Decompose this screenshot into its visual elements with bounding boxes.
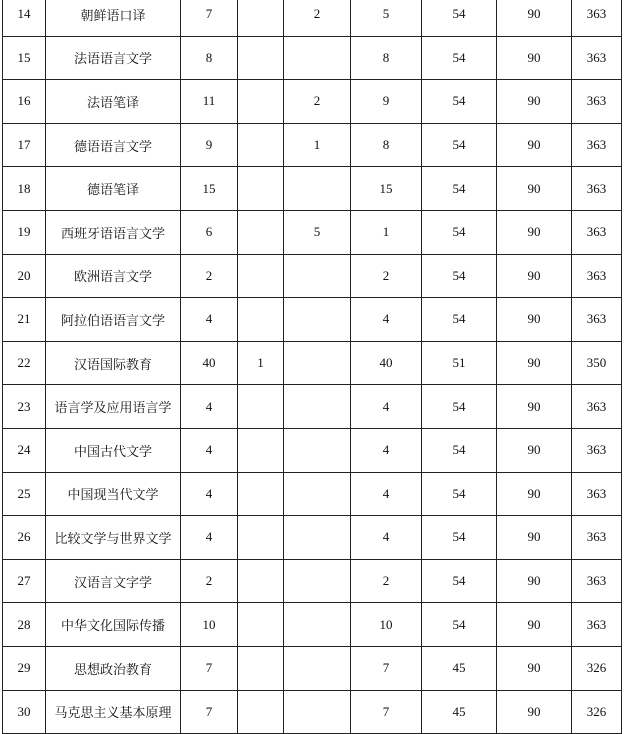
score-line-2: 90 bbox=[497, 690, 572, 734]
score-line-1: 45 bbox=[422, 690, 497, 734]
row-number: 26 bbox=[3, 516, 46, 560]
planned-enrollment: 8 bbox=[181, 36, 238, 80]
major-name: 思想政治教育 bbox=[46, 646, 181, 690]
planned-enrollment: 4 bbox=[181, 516, 238, 560]
planned-enrollment: 7 bbox=[181, 690, 238, 734]
score-line-1: 54 bbox=[422, 603, 497, 647]
score-line-2: 90 bbox=[497, 559, 572, 603]
table-row bbox=[3, 298, 622, 342]
column-6-value: 8 bbox=[351, 123, 422, 167]
planned-enrollment: 7 bbox=[181, 646, 238, 690]
column-4-value bbox=[238, 690, 284, 734]
row-number: 25 bbox=[3, 472, 46, 516]
table-body bbox=[3, 0, 622, 734]
column-6-value: 9 bbox=[351, 80, 422, 124]
score-line-2: 90 bbox=[497, 167, 572, 211]
column-6-value: 15 bbox=[351, 167, 422, 211]
total-score: 363 bbox=[572, 472, 622, 516]
score-line-2: 90 bbox=[497, 341, 572, 385]
planned-enrollment: 10 bbox=[181, 603, 238, 647]
column-5-value bbox=[284, 385, 351, 429]
major-name: 比较文学与世界文学 bbox=[46, 516, 181, 560]
column-6-value: 4 bbox=[351, 385, 422, 429]
major-name: 德语语言文学 bbox=[46, 123, 181, 167]
column-4-value bbox=[238, 210, 284, 254]
column-5-value bbox=[284, 646, 351, 690]
column-5-value bbox=[284, 472, 351, 516]
score-line-2: 90 bbox=[497, 80, 572, 124]
row-number: 19 bbox=[3, 210, 46, 254]
score-line-1: 54 bbox=[422, 428, 497, 472]
major-name: 阿拉伯语语言文学 bbox=[46, 298, 181, 342]
row-number: 20 bbox=[3, 254, 46, 298]
score-line-1: 54 bbox=[422, 559, 497, 603]
row-number: 16 bbox=[3, 80, 46, 124]
column-4-value bbox=[238, 80, 284, 124]
major-name: 欧洲语言文学 bbox=[46, 254, 181, 298]
score-line-2: 90 bbox=[497, 516, 572, 560]
column-5-value bbox=[284, 298, 351, 342]
column-4-value bbox=[238, 36, 284, 80]
total-score: 363 bbox=[572, 80, 622, 124]
column-6-value: 4 bbox=[351, 516, 422, 560]
column-4-value bbox=[238, 516, 284, 560]
score-line-1: 45 bbox=[422, 646, 497, 690]
column-4-value bbox=[238, 254, 284, 298]
column-5-value: 1 bbox=[284, 123, 351, 167]
major-name: 中国现当代文学 bbox=[46, 472, 181, 516]
column-4-value bbox=[238, 646, 284, 690]
total-score: 363 bbox=[572, 210, 622, 254]
planned-enrollment: 6 bbox=[181, 210, 238, 254]
column-5-value bbox=[284, 341, 351, 385]
planned-enrollment: 4 bbox=[181, 428, 238, 472]
column-4-value bbox=[238, 472, 284, 516]
major-name: 法语语言文学 bbox=[46, 36, 181, 80]
row-number: 23 bbox=[3, 385, 46, 429]
planned-enrollment: 15 bbox=[181, 167, 238, 211]
major-name: 德语笔译 bbox=[46, 167, 181, 211]
planned-enrollment: 4 bbox=[181, 385, 238, 429]
column-6-value: 40 bbox=[351, 341, 422, 385]
table-row bbox=[3, 516, 622, 560]
column-5-value bbox=[284, 254, 351, 298]
column-5-value bbox=[284, 690, 351, 734]
major-name: 中华文化国际传播 bbox=[46, 603, 181, 647]
score-line-1: 54 bbox=[422, 36, 497, 80]
score-line-1: 54 bbox=[422, 385, 497, 429]
column-6-value: 4 bbox=[351, 298, 422, 342]
table-row bbox=[3, 646, 622, 690]
column-6-value: 7 bbox=[351, 646, 422, 690]
total-score: 326 bbox=[572, 690, 622, 734]
score-line-1: 54 bbox=[422, 80, 497, 124]
table-row bbox=[3, 36, 622, 80]
planned-enrollment: 4 bbox=[181, 472, 238, 516]
column-5-value bbox=[284, 559, 351, 603]
column-4-value bbox=[238, 0, 284, 36]
column-6-value: 2 bbox=[351, 559, 422, 603]
table-row bbox=[3, 385, 622, 429]
row-number: 30 bbox=[3, 690, 46, 734]
planned-enrollment: 11 bbox=[181, 80, 238, 124]
row-number: 27 bbox=[3, 559, 46, 603]
column-4-value bbox=[238, 167, 284, 211]
total-score: 363 bbox=[572, 36, 622, 80]
score-line-1: 54 bbox=[422, 123, 497, 167]
total-score: 363 bbox=[572, 298, 622, 342]
score-line-1: 54 bbox=[422, 298, 497, 342]
table-row bbox=[3, 559, 622, 603]
total-score: 363 bbox=[572, 559, 622, 603]
major-name: 汉语言文字学 bbox=[46, 559, 181, 603]
score-line-2: 90 bbox=[497, 298, 572, 342]
row-number: 22 bbox=[3, 341, 46, 385]
column-4-value bbox=[238, 298, 284, 342]
admission-score-table bbox=[2, 0, 622, 734]
row-number: 17 bbox=[3, 123, 46, 167]
row-number: 14 bbox=[3, 0, 46, 36]
major-name: 中国古代文学 bbox=[46, 428, 181, 472]
row-number: 21 bbox=[3, 298, 46, 342]
score-line-1: 54 bbox=[422, 472, 497, 516]
total-score: 363 bbox=[572, 428, 622, 472]
column-6-value: 8 bbox=[351, 36, 422, 80]
column-4-value bbox=[238, 428, 284, 472]
score-line-1: 54 bbox=[422, 210, 497, 254]
total-score: 363 bbox=[572, 167, 622, 211]
total-score: 363 bbox=[572, 516, 622, 560]
table-row bbox=[3, 254, 622, 298]
row-number: 24 bbox=[3, 428, 46, 472]
table-row bbox=[3, 690, 622, 734]
major-name: 汉语国际教育 bbox=[46, 341, 181, 385]
score-line-2: 90 bbox=[497, 603, 572, 647]
major-name: 语言学及应用语言学 bbox=[46, 385, 181, 429]
score-line-2: 90 bbox=[497, 254, 572, 298]
score-line-2: 90 bbox=[497, 0, 572, 36]
column-5-value bbox=[284, 516, 351, 560]
table-row bbox=[3, 341, 622, 385]
column-5-value: 5 bbox=[284, 210, 351, 254]
major-name: 马克思主义基本原理 bbox=[46, 690, 181, 734]
total-score: 363 bbox=[572, 385, 622, 429]
score-line-2: 90 bbox=[497, 210, 572, 254]
row-number: 28 bbox=[3, 603, 46, 647]
row-number: 18 bbox=[3, 167, 46, 211]
column-6-value: 7 bbox=[351, 690, 422, 734]
column-5-value bbox=[284, 167, 351, 211]
score-line-1: 51 bbox=[422, 341, 497, 385]
total-score: 363 bbox=[572, 254, 622, 298]
planned-enrollment: 2 bbox=[181, 254, 238, 298]
score-line-2: 90 bbox=[497, 428, 572, 472]
column-6-value: 4 bbox=[351, 472, 422, 516]
table-row bbox=[3, 0, 622, 36]
table-row bbox=[3, 472, 622, 516]
table-row bbox=[3, 210, 622, 254]
major-name: 西班牙语语言文学 bbox=[46, 210, 181, 254]
score-line-2: 90 bbox=[497, 646, 572, 690]
total-score: 363 bbox=[572, 123, 622, 167]
column-4-value bbox=[238, 123, 284, 167]
column-6-value: 10 bbox=[351, 603, 422, 647]
column-4-value: 1 bbox=[238, 341, 284, 385]
table-row bbox=[3, 603, 622, 647]
column-6-value: 1 bbox=[351, 210, 422, 254]
score-line-2: 90 bbox=[497, 385, 572, 429]
total-score: 363 bbox=[572, 0, 622, 36]
score-line-1: 54 bbox=[422, 167, 497, 211]
column-5-value bbox=[284, 428, 351, 472]
column-5-value: 2 bbox=[284, 80, 351, 124]
planned-enrollment: 9 bbox=[181, 123, 238, 167]
column-4-value bbox=[238, 385, 284, 429]
major-name: 法语笔译 bbox=[46, 80, 181, 124]
score-line-2: 90 bbox=[497, 472, 572, 516]
table-row bbox=[3, 80, 622, 124]
table-row bbox=[3, 123, 622, 167]
column-5-value bbox=[284, 36, 351, 80]
column-5-value: 2 bbox=[284, 0, 351, 36]
table-row bbox=[3, 167, 622, 211]
planned-enrollment: 4 bbox=[181, 298, 238, 342]
column-6-value: 2 bbox=[351, 254, 422, 298]
major-name: 朝鲜语口译 bbox=[46, 0, 181, 36]
planned-enrollment: 40 bbox=[181, 341, 238, 385]
score-line-1: 54 bbox=[422, 516, 497, 560]
column-4-value bbox=[238, 559, 284, 603]
score-line-2: 90 bbox=[497, 123, 572, 167]
column-4-value bbox=[238, 603, 284, 647]
total-score: 350 bbox=[572, 341, 622, 385]
planned-enrollment: 2 bbox=[181, 559, 238, 603]
total-score: 363 bbox=[572, 603, 622, 647]
total-score: 326 bbox=[572, 646, 622, 690]
row-number: 29 bbox=[3, 646, 46, 690]
column-6-value: 4 bbox=[351, 428, 422, 472]
column-6-value: 5 bbox=[351, 0, 422, 36]
table-row bbox=[3, 428, 622, 472]
score-line-1: 54 bbox=[422, 254, 497, 298]
planned-enrollment: 7 bbox=[181, 0, 238, 36]
row-number: 15 bbox=[3, 36, 46, 80]
column-5-value bbox=[284, 603, 351, 647]
score-line-2: 90 bbox=[497, 36, 572, 80]
score-line-1: 54 bbox=[422, 0, 497, 36]
